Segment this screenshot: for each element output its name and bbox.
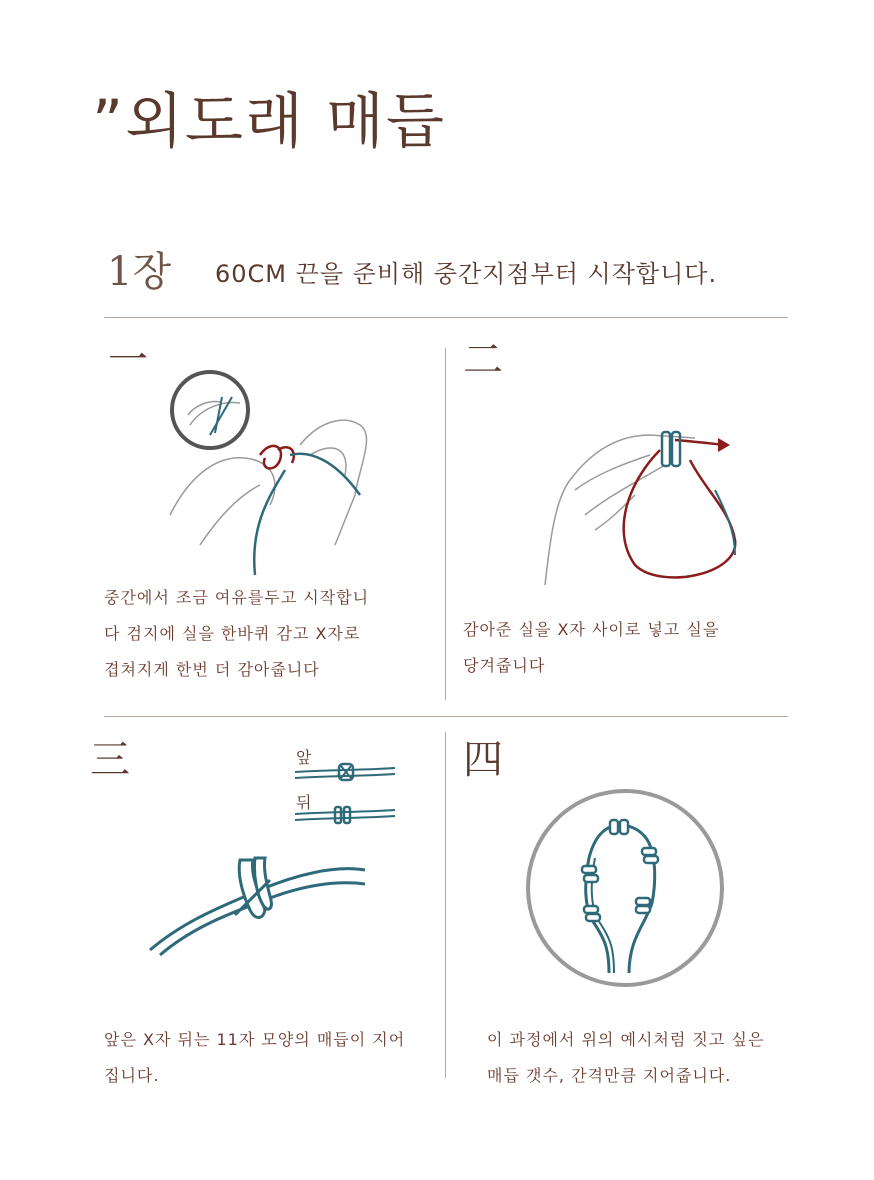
page-title: ”외도래 매듭 (92, 87, 446, 157)
step-3-caption-line-2: 집니다. (104, 1066, 160, 1085)
step-2-caption-line-2: 당겨줍니다 (463, 656, 546, 675)
step-3-caption (104, 1022, 434, 1094)
back-label: 뒤 (296, 793, 312, 812)
middle-divider (104, 716, 788, 717)
step-3-caption-line-1: 앞은 X자 뒤는 11자 모양의 매듭이 지어 (104, 1030, 406, 1049)
step-2-illustration (540, 420, 750, 590)
front-back-diagram (295, 758, 400, 828)
step-4-caption-line-1: 이 과정에서 위의 예시처럼 짓고 싶은 (487, 1030, 765, 1049)
zoom-circle (172, 372, 248, 448)
step-2-caption-line-1: 감아준 실을 X자 사이로 넣고 실을 (463, 620, 720, 639)
step-2-number: 二 (463, 337, 503, 383)
step-2-caption (463, 612, 783, 684)
upper-column-divider (445, 348, 446, 700)
top-divider (104, 317, 788, 318)
step-4-number: 四 (463, 737, 503, 783)
lower-column-divider (445, 732, 446, 1078)
step-4-caption (487, 1022, 807, 1094)
step-1-caption (104, 580, 434, 688)
chapter-instruction: 60CM 끈을 준비해 중간지점부터 시작합니다. (215, 260, 718, 288)
step-4-caption-line-2: 매듭 갯수, 간격만큼 지어줍니다. (487, 1066, 732, 1085)
step-1-illustration (160, 355, 420, 580)
step-3-illustration (145, 850, 370, 960)
step-1-caption-line-3: 겹쳐지게 한번 더 감아줍니다 (104, 660, 320, 679)
chapter-label: 1장 (107, 249, 172, 295)
step-4-illustration (524, 798, 729, 983)
step-1-caption-line-2: 다 검지에 실을 한바퀴 감고 X자로 (104, 624, 361, 643)
step-1-caption-line-1: 중간에서 조금 여유를두고 시작합니 (104, 588, 370, 607)
step-1-number: 一 (108, 337, 148, 383)
step-3-number: 三 (90, 737, 130, 783)
front-label: 앞 (296, 748, 312, 767)
